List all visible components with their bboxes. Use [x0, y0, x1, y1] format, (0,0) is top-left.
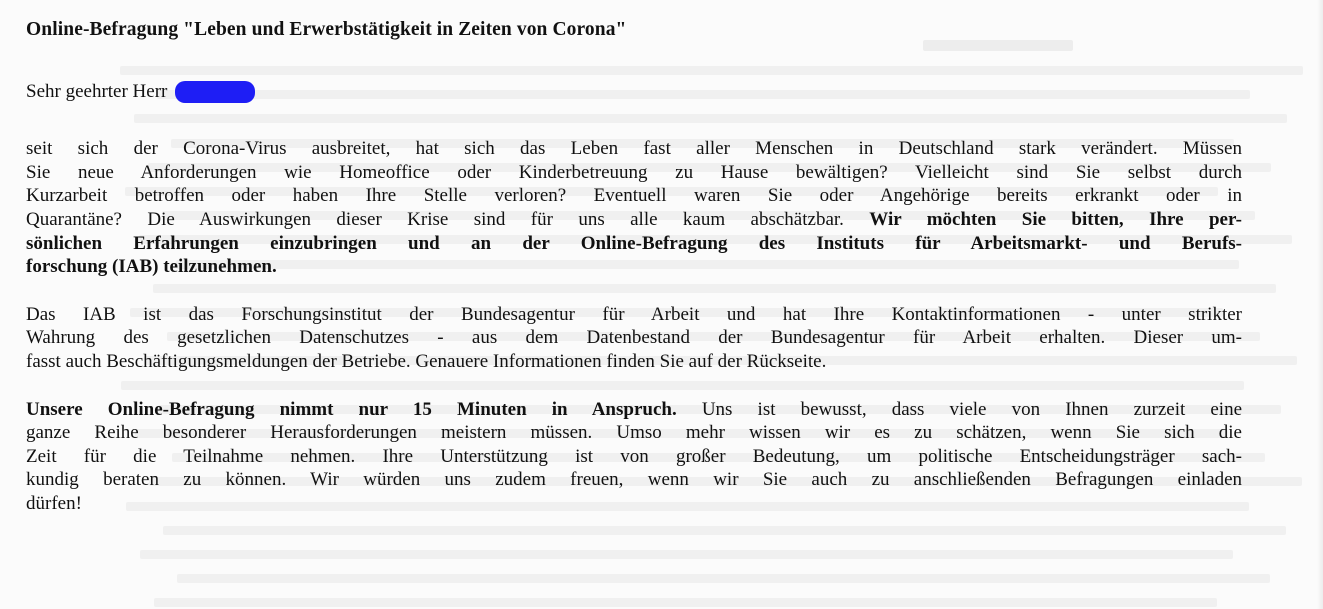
paragraph-line-mixed: [26, 398, 1242, 422]
paragraph-line: Sie neue Anforderungen wie Homeoffice oder Kinderbetreuung zu Hause bewältigen? Vielleicht sind Sie selbst durch: [26, 161, 1242, 183]
paragraph-line: Wahrung des gesetzlichen Datenschutzes - aus dem Datenbestand der Bundesagentur für Arbeit erhalten. Dieser um-: [26, 327, 1242, 349]
paragraph-emphasis: Unsere Online-Befragung nimmt nur 15 Minuten in Anspruch.: [26, 398, 677, 420]
paragraph-text: Quarantäne? Die Auswirkungen dieser Krise sind für uns alle kaum abschätzbar.: [26, 208, 844, 230]
paragraph-emphasis: Wir möchten Sie bitten, Ihre per-: [869, 208, 1242, 230]
letter-body: [26, 18, 1242, 516]
paragraph-iab-info: [26, 303, 1242, 374]
paragraph-emphasis-line: sönlichen Erfahrungen einzubringen und an der Online-Befragung des Instituts für Arbeitsmarkt- und Berufs-: [26, 232, 1242, 254]
bleed-line: [163, 526, 1286, 535]
letter-title: Online-Befragung "Leben und Erwerbstätigkeit in Zeiten von Corona": [26, 19, 627, 40]
bleed-line: [177, 574, 1270, 583]
bleed-line: [140, 550, 1233, 559]
paragraph-line: seit sich der Corona-Virus ausbreitet, hat sich das Leben fast aller Menschen in Deutschland stark verändert. Müssen: [26, 138, 1242, 160]
redacted-name-marker: [175, 81, 255, 103]
salutation-text: Sehr geehrter Herr: [26, 80, 168, 102]
paragraph-survey-duration: [26, 398, 1242, 516]
paragraph-line: fasst auch Beschäftigungsmeldungen der Betriebe. Genauere Informationen finden Sie auf der Rückseite.: [26, 350, 827, 372]
paragraph-corona-impact: [26, 137, 1242, 279]
paragraph-line: Das IAB ist das Forschungsinstitut der Bundesagentur für Arbeit und hat Ihre Kontaktinformationen - unter strikter: [26, 303, 1242, 325]
paragraph-line: dürfen!: [26, 492, 82, 514]
paragraph-line: Zeit für die Teilnahme nehmen. Ihre Unterstützung ist von großer Bedeutung, um politische Entscheidungsträger sach-: [26, 445, 1242, 467]
paragraph-line: ganze Reihe besonderer Herausforderungen meistern müssen. Umso mehr wissen wir es zu schätzen, wenn Sie sich die: [26, 422, 1242, 444]
salutation-line: [26, 80, 1242, 104]
paragraph-line: kundig beraten zu können. Wir würden uns zudem freuen, wenn wir Sie auch zu anschließenden Befragungen einladen: [26, 469, 1242, 491]
paragraph-emphasis-line: forschung (IAB) teilzunehmen.: [26, 256, 277, 278]
paragraph-text: Uns ist bewusst, dass viele von Ihnen zurzeit eine: [701, 398, 1243, 420]
scan-edge-shadow: [1317, 0, 1323, 609]
bleed-line: [154, 598, 1217, 607]
paragraph-line: Kurzarbeit betroffen oder haben Ihre Stelle verloren? Eventuell waren Sie oder Angehörige bereits erkrankt oder in: [26, 185, 1242, 207]
paragraph-line-mixed: [26, 208, 1242, 232]
